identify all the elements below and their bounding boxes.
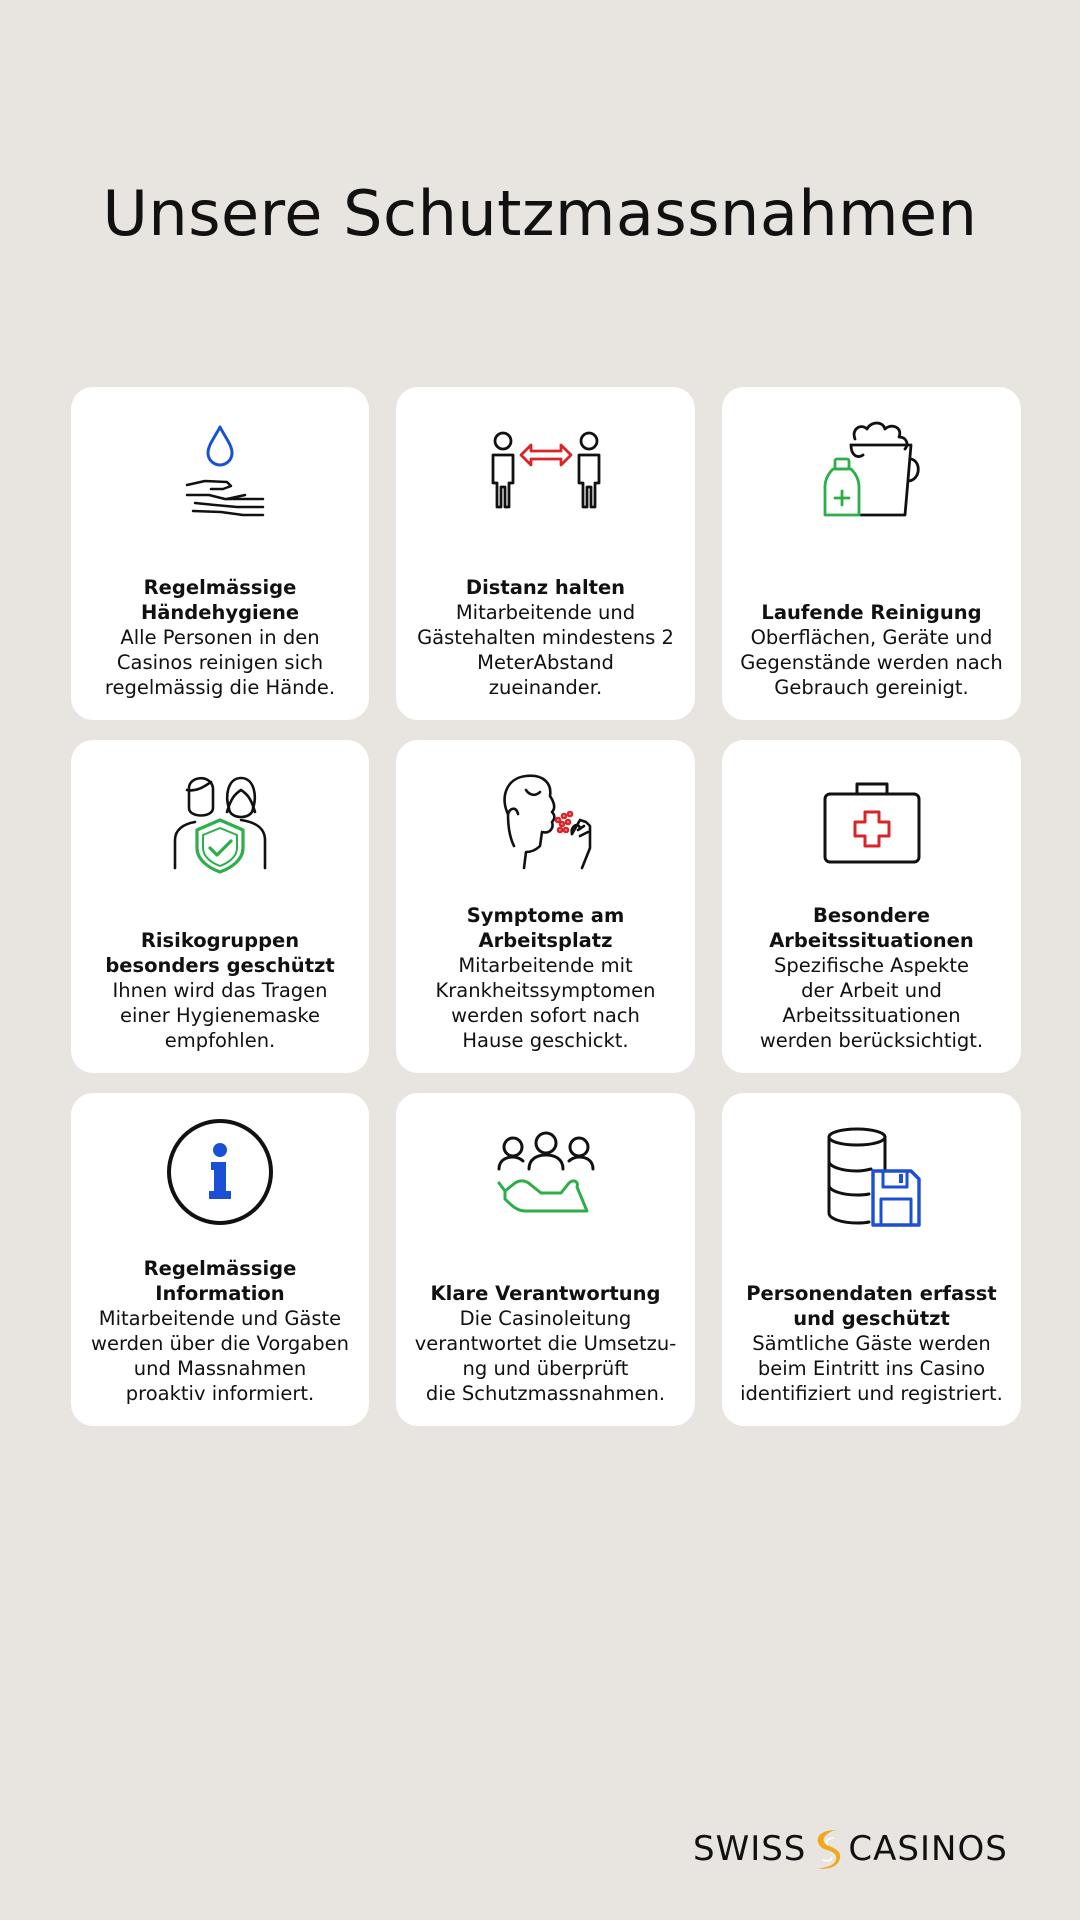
first-aid-kit-icon: [722, 768, 1021, 878]
card-distance: [396, 387, 695, 720]
card-title: Symptome am Arbeitsplatz: [466, 904, 625, 952]
card-text: [79, 575, 361, 700]
coughing-person-icon: [396, 768, 695, 878]
card-title: Distanz halten: [465, 576, 626, 599]
logo-text-right: CASINOS: [848, 1829, 1008, 1869]
card-text: [730, 903, 1013, 1053]
card-description: Ihnen wird das Tragen einer Hygienemaske empfohlen.: [112, 979, 328, 1052]
card-responsibility: [396, 1093, 695, 1426]
card-text: [730, 1281, 1013, 1406]
measures-grid: [71, 387, 1027, 1426]
card-text: [404, 575, 687, 700]
card-cleaning: [722, 387, 1021, 720]
logo-swirl-icon: [810, 1826, 844, 1872]
card-text: [404, 903, 687, 1053]
card-hand-hygiene: [71, 387, 369, 720]
card-work-situations: [722, 740, 1021, 1073]
card-text: [404, 1281, 687, 1406]
card-description: Spezifische Aspekte der Arbeit und Arbeitssituationen werden berücksichtigt.: [759, 954, 984, 1052]
card-text: [79, 1256, 361, 1406]
card-description: Mitarbeitende und Gästehalten mindestens 2 MeterAbstand zueinander.: [417, 601, 674, 699]
card-title: Laufende Reinigung: [761, 601, 982, 624]
card-title: Personendaten erfasst und geschützt: [746, 1282, 997, 1330]
card-description: Sämtliche Gäste werden beim Eintritt ins Casino identifiziert und registriert.: [740, 1332, 1003, 1405]
card-personal-data: [722, 1093, 1021, 1426]
hand-washing-icon: [71, 415, 369, 525]
card-information: [71, 1093, 369, 1426]
swiss-casinos-logo: [693, 1826, 1008, 1872]
card-title: Risikogruppen besonders geschützt: [105, 929, 335, 977]
card-title: Klare Verantwortung: [430, 1282, 661, 1305]
card-risk-groups: [71, 740, 369, 1073]
card-description: Alle Personen in den Casinos reinigen sich regelmässig die Hände.: [104, 626, 336, 699]
card-description: Oberflächen, Geräte und Gegenstände werden nach Gebrauch gereinigt.: [740, 626, 1003, 699]
card-description: Mitarbeitende mit Krankheitssymptomen werden sofort nach Hause geschickt.: [435, 954, 656, 1052]
distance-icon: [396, 415, 695, 525]
card-text: [730, 600, 1013, 700]
card-title: Regelmässige Information: [143, 1257, 297, 1305]
card-title: Besondere Arbeitssituationen: [769, 904, 974, 952]
card-description: Die Casinoleitung verantwortet die Umsetzu- ng und überprüft die Schutzmassnahmen.: [414, 1307, 677, 1405]
logo-text-left: SWISS: [693, 1829, 807, 1869]
page-title: Unsere Schutzmassnahmen: [102, 177, 978, 250]
card-text: [79, 928, 361, 1053]
cleaning-bucket-icon: [722, 415, 1021, 525]
care-hand-people-icon: [396, 1121, 695, 1231]
information-icon: [71, 1117, 369, 1227]
card-symptoms: [396, 740, 695, 1073]
card-title: Regelmässige Händehygiene: [140, 576, 300, 624]
protected-people-shield-icon: [71, 768, 369, 878]
database-save-icon: [722, 1121, 1021, 1231]
card-description: Mitarbeitende und Gäste werden über die Vorgaben und Massnahmen proaktiv informiert.: [91, 1307, 349, 1405]
